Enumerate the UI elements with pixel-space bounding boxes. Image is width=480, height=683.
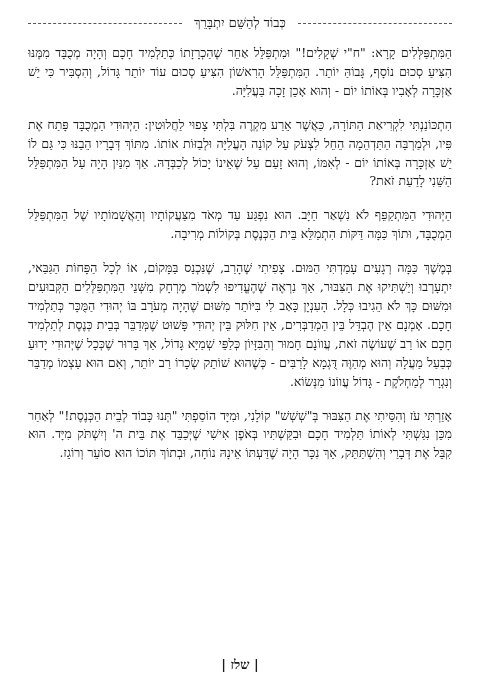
paragraph-2: הִתְכּוֹנַנְתִּי לִקְרִיאַת הַתּוֹרָה, כַּאֲשֶׁר אֵרַע מִקְרֶה בִּלְתִּי צָפוּי לַחֲלוּטִין: הַיְּהוּדִי הַמְכֻבָּד פָּתַח אֶת פִּיו, וּלְמַרְבֵּה הַתַּדְהֵמָה הֵחֵל לִצְעֹק עַל קוֹנֵה הָעֲלִיָּה וּלְבַזּוֹת אוֹתוֹ. מִתּוֹךְ דְּבָרָיו הֵבַנּוּ כִּי גַּם לוֹ יֵשׁ אַזְכָּרָה בְּאוֹתוֹ יוֹם - לְאִמּוֹ, וְהוּא זָעַם עַל שֶׁאֵינוֹ יָכוֹל לְכַבְּדָהּ. אַךְ מִנַּיִן הָיָה עַל הַמִּתְפַּלֵּל הַשֵּׁנִי לָדַעַת זֹאת? (28, 116, 452, 189)
paragraph-1: הַמִּתְפַּלְּלִים קָרָא: "ח"י שְׁקָלִים!" וּמִתְפַּלֵּל אַחֵר שֶׁהַכְרָזָתוֹ כְּתַלְמִיד חָכָם וְהָיָה מְכֻבָּד מִמֶּנּוּ הִצִּיעַ סְכוּם נוֹסָף, גָּבוֹהַּ יוֹתֵר. הַמִּתְפַּלֵּל הָרִאשׁוֹן הִצִּיעַ סְכוּם עוֹד יוֹתֵר גָּדוֹל, וְהִסְבִּיר כִּי יֵשׁ אַזְכָּרָה לְאָבִיו בְּאוֹתוֹ יוֹם - וְהוּא אָכֵן זָכָה בַּעֲלִיָּה. (28, 45, 452, 98)
header-rule-left (28, 23, 182, 24)
running-header (28, 14, 452, 32)
paragraph-4: בְּמֶשֶׁךְ כַּמָּה רְגָעִים עָמַדְתִּי הַמּוּם. צָפִיתִי שֶׁהָרַב, שֶׁנִּכְנַס בַּמָּקוֹם, אוֹ לְכָל הַפָּחוֹת הַגַּבַּאי, יִתְעָרְבוּ וְיַשְׁתִּיקוּ אֶת הַצִּבּוּר, אַךְ נִרְאֶה שֶׁהֶעֱדִיפוּ לִשְׁמֹר מֶרְחָק מִשְּׁנֵי הַמִּתְפַּלְּלִים הַקְּבוּעִים וּמִשּׁוּם כָּךְ לֹא הֵגִיבוּ כְּלָל. הָעִנְיָן כָּאַב לִי בִּיּוֹתֵר מִשּׁוּם שֶׁהָיָה מְעֹרָב בּוֹ יְהוּדִי הַמֻּכָּר כְּתַלְמִיד חָכָם. אָמְנָם אֵין הֶבְדֵּל בֵּין הַמְדַבְּרִים, אֵין חִלּוּק בֵּין יְהוּדִי פָּשׁוּט שֶׁמְּדַבֵּר בְּבֵית כְּנֶסֶת לְתַלְמִיד חָכָם אוֹ רַב שֶׁעוֹשֶׂה זֹאת, עֲווֹנָם חָמוּר וְהַבִּזָּיוֹן כְּלַפֵּי שְׁמַיָּא גָּדוֹל, אַךְ בָּרוּר שֶׁכְּכָל שֶׁיְּהוּדִי יָדוּעַ כְּבַעַל מַעֲלָה וְהוּא מְהַוֶּה דֻּגְמָא לָרַבִּים - כְּשֶׁהוּא שׁוֹתֵק שְׂכָרוֹ רַב יוֹתֵר, וְאִם הוּא עַצְמוֹ מְדַבֵּר וְנִגְרָר לְמַחְלֹקֶת - גָּדוֹל עֲווֹנוֹ מִנְּשׂוֹא. (28, 260, 452, 389)
paragraph-3: הַיְּהוּדִי הַמִּתְקַפֵּף לֹא נִשְׁאַר חַיָּב. הוּא נִפְגַּע עַד מְאֹד מִצַּעֲקוֹתָיו וְהַאֲשָׁמוֹתָיו שֶׁל הַמִּתְפַּלֵּל הַמְכֻבָּד, וּתוֹךְ כַּמָּה דַּקּוֹת הִתְמַלֵּא בֵּית הַכְּנֶסֶת בְּקוֹלוֹת מְרִיבָה. (28, 207, 452, 242)
body-text (28, 44, 452, 463)
chapter-title: כְּבוֹד לְהַשֵּׁם יִתְבָּרֵךְ (194, 16, 286, 31)
paragraph-5: אָזַרְתִּי עֹז וְהִסֵּיתִי אֶת הַצִּבּוּר בְּ"שְׁשְׁשׁ" קוֹלָנִי, וּמִיָּד הוֹסַפְתִּי "תְּנוּ כָּבוֹד לְבֵית הַכְּנֶסֶת!" לְאַחַר מִכֵּן נִגַּשְׁתִּי לְאוֹתוֹ תַּלְמִיד חָכָם וּבִקַּשְׁתִּיו בְּאֹפֶן אִישִׁי שֶׁיְּכַבֵּד אֶת בֵּית ה' וְיִשְׁתֹּק מִיָּד. הוּא קִבֵּל אֶת דְּבָרַי וְהִשְׁתַּתֵּק, אַךְ נִכָּר הָיָה שֶׁדַּעְתּוֹ אֵינָהּ נוֹחָה, וּבְתוֹךְ תּוֹכוֹ הוּא סוֹעֵר וְרוֹגֵז. (28, 407, 452, 461)
header-rule-right (298, 23, 452, 24)
page-number: | שלז | (221, 658, 259, 673)
